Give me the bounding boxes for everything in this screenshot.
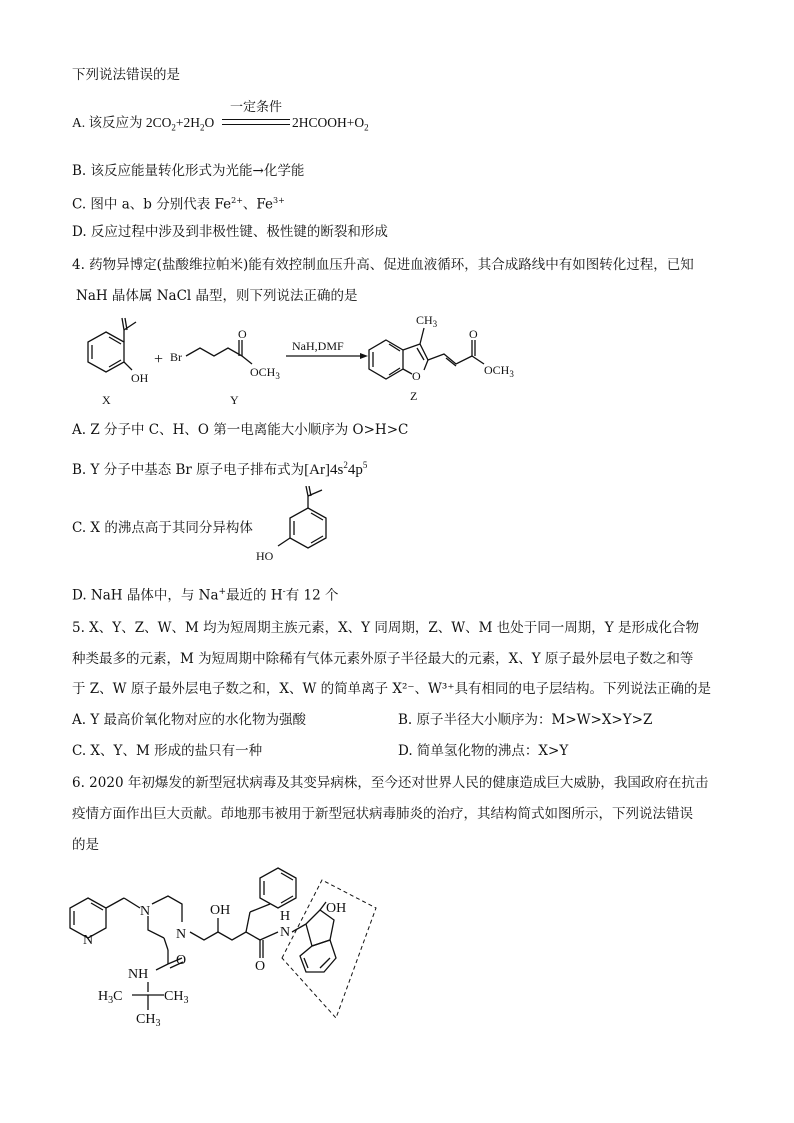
amide2-n-label: N xyxy=(280,925,291,940)
q6-line2: 疫情方面作出巨大贡献。茚地那韦被用于新型冠状病毒肺炎的治疗，其结构简式如图所示，下列说法错误 xyxy=(72,806,693,822)
q4-option-a: A. Z 分子中 C、H、O 第一电离能大小顺序为 O>H>C xyxy=(72,422,409,438)
piperazine-n1-label: N xyxy=(140,904,151,919)
amide2-o-label: O xyxy=(255,959,266,974)
q5-option-a: A. Y 最高价氧化物对应的水化物为强酸 xyxy=(72,712,307,728)
q3-option-c: C. 图中 a、b 分别代表 $Fe^{2+}$、$Fe^{3+}$ xyxy=(72,196,285,213)
q3-option-d: D. 反应过程中涉及到非极性键、极性键的断裂和形成 xyxy=(72,224,388,240)
ch3-bottom-label: $CH_3$ xyxy=(136,1012,161,1029)
q5-line1: 5. X、Y、Z、W、M 均为短周期主族元素，X、Y 同周期，Z、W、M 也处于同一周期，Y 是形成化合物 xyxy=(72,620,699,636)
q5-line3: 于 Z、W 原子最外层电子数之和，X、W 的简单离子 X²⁻、W³⁺具有相同的电子层结构。下列说法正确的是 xyxy=(72,681,711,697)
h3c-label: $H_3C$ xyxy=(98,989,123,1006)
q4-option-c: C. X 的沸点高于其同分异构体 xyxy=(72,520,253,536)
amide1-o-label: O xyxy=(176,953,187,968)
reaction-condition: 一定条件 xyxy=(229,100,282,115)
label-y: Y xyxy=(230,393,239,407)
q3-option-a-product: $2HCOOH+O_2$ xyxy=(292,115,369,133)
chain-oh-label: OH xyxy=(210,903,231,918)
ho-label: HO xyxy=(256,549,274,563)
q4-stem-line2: NaH 晶体属 NaCl 晶型，则下列说法正确的是 xyxy=(76,288,358,304)
amide2-h-label: H xyxy=(280,909,291,924)
piperazine-n2-label: N xyxy=(176,927,187,942)
q4-option-b: B. Y 分子中基态 Br 原子电子排布式为$[Ar]4s^24p^5$ xyxy=(72,460,368,478)
y-br-label: Br xyxy=(170,350,182,364)
p-hydroxyacetophenone-structure xyxy=(252,486,362,566)
z-ch3-label: $CH_3$ xyxy=(416,313,438,329)
equal-arrow xyxy=(222,119,290,125)
q5-line2: 种类最多的元素，M 为短周期中除稀有气体元素外原子半径最大的元素，X、Y 原子最外层电子数之和等 xyxy=(72,651,694,667)
indanol-oh-label: OH xyxy=(326,901,347,916)
plus-sign: + xyxy=(154,351,164,368)
q6-line1: 6. 2020 年初爆发的新型冠状病毒及其变异病株，至今还对世界人民的健康造成巨大威胁，我国政府在抗击 xyxy=(72,775,709,791)
q4-stem-line1: 4. 药物异博定(盐酸维拉帕米)能有效控制血压升高、促进血液循环，其合成路线中有如图转化过程，已知 xyxy=(72,257,694,273)
svg-text:O: O xyxy=(469,327,478,341)
q5-option-b: B. 原子半径大小顺序为：M>W>X>Y>Z xyxy=(398,712,653,728)
svg-text:O: O xyxy=(238,327,247,341)
indinavir-structure xyxy=(64,858,394,1030)
q3-option-a: A. 该反应为 $2CO_2+2H_2O$ xyxy=(72,115,215,133)
y-och3-label: $OCH_3$ xyxy=(250,365,280,381)
ch3-right-label: $CH_3$ xyxy=(164,989,189,1006)
x-oh-label: OH xyxy=(131,371,149,385)
molecule-x xyxy=(88,318,149,407)
nh-label: NH xyxy=(128,967,149,982)
q6-line3: 的是 xyxy=(72,837,99,853)
q3-option-b: B. 该反应能量转化形式为光能→化学能 xyxy=(72,163,305,179)
q3-stem: 下列说法错误的是 xyxy=(72,67,180,83)
z-o-label: O xyxy=(412,369,421,383)
molecule-y xyxy=(170,327,280,407)
label-z: Z xyxy=(410,389,418,403)
q5-option-c: C. X、Y、M 形成的盐只有一种 xyxy=(72,743,263,759)
q5-option-d: D. 简单氢化物的沸点：X>Y xyxy=(398,743,569,759)
label-x: X xyxy=(102,393,111,407)
pyridine-n-label: N xyxy=(83,933,94,948)
q4-reaction-scheme xyxy=(60,308,540,408)
q4-option-d: D. NaH 晶体中，与 Na+最近的 H-有 12 个 xyxy=(72,587,339,604)
molecule-z xyxy=(369,313,514,403)
reagent-label: NaH,DMF xyxy=(292,339,344,353)
z-och3-label: $OCH_3$ xyxy=(484,363,514,379)
